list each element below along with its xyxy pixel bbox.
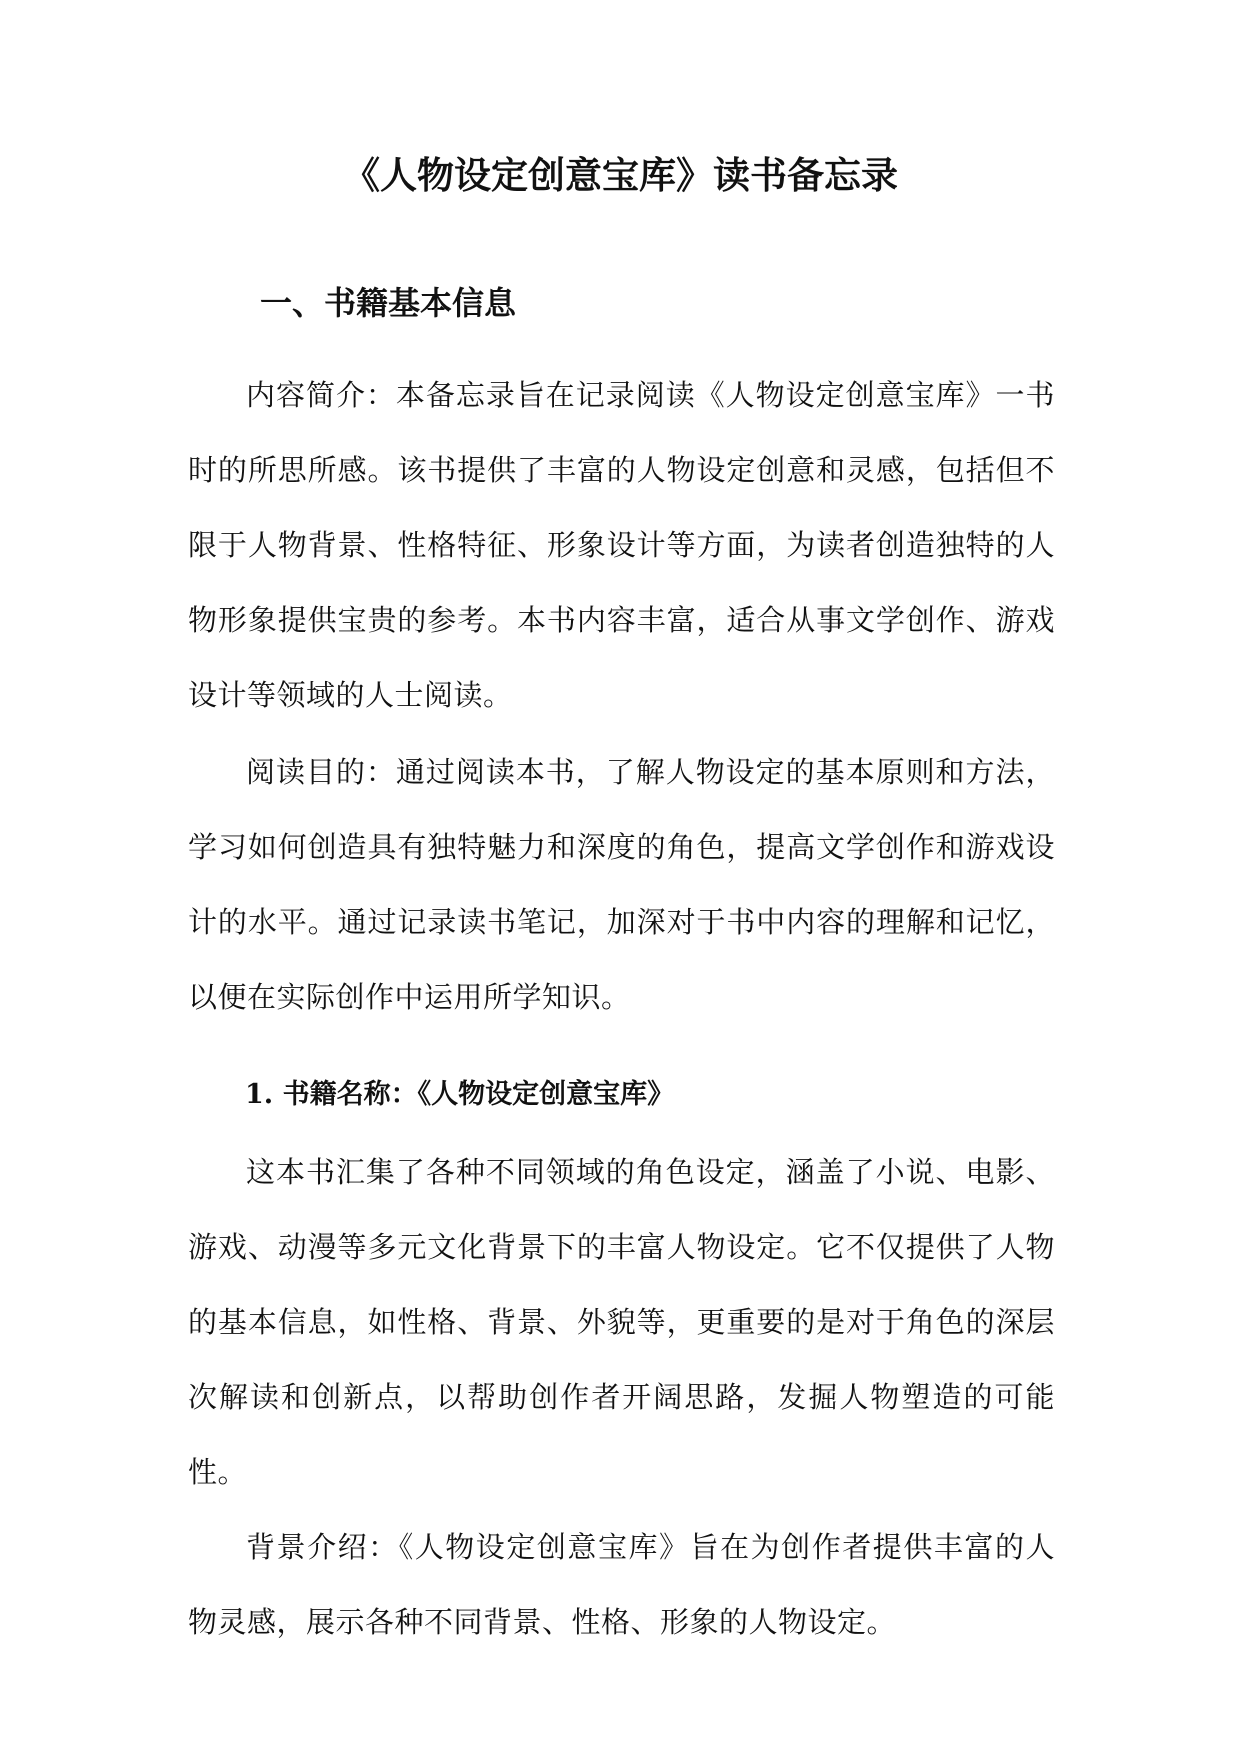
section-heading-basic-info: 一、书籍基本信息: [260, 284, 517, 322]
book-description-paragraph: 这本书汇集了各种不同领域的角色设定，涵盖了小说、电影、游戏、动漫等多元文化背景下的丰富人物设定。它不仅提供了人物的基本信息，如性格、背景、外貌等，更重要的是对于角色的深层次解读和创新点，以帮助创作者开阔思路，发掘人物塑造的可能性。: [188, 1155, 1055, 1489]
document-title: 《人物设定创意宝库》读书备忘录: [343, 153, 898, 197]
intro-paragraph: 内容简介：本备忘录旨在记录阅读《人物设定创意宝库》一书时的所思所感。该书提供了丰富的人物设定创意和灵感，包括但不限于人物背景、性格特征、形象设计等方面，为读者创造独特的人物形象提供宝贵的参考。本书内容丰富，适合从事文学创作、游戏设计等领域的人士阅读。: [188, 378, 1055, 712]
background-paragraph: 背景介绍：《人物设定创意宝库》旨在为创作者提供丰富的人物灵感，展示各种不同背景、性格、形象的人物设定。: [188, 1530, 1055, 1639]
purpose-paragraph: 阅读目的：通过阅读本书，了解人物设定的基本原则和方法，学习如何创造具有独特魅力和深度的角色，提高文学创作和游戏设计的水平。通过记录读书笔记，加深对于书中内容的理解和记忆，以便在实际创作中运用所学知识。: [188, 755, 1055, 1014]
subheading-book-name: 1. 书籍名称：《人物设定创意宝库》: [245, 1079, 675, 1110]
